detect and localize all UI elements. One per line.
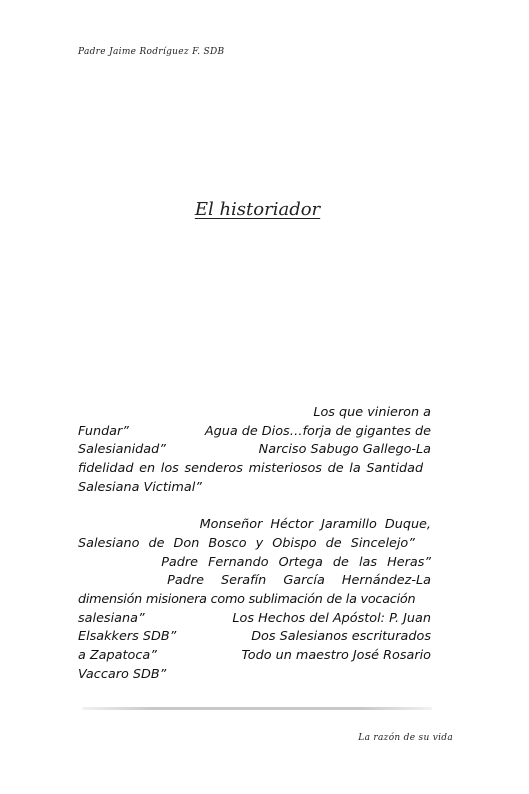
text-fragment: Narciso Sabugo Gallego-La [258,442,431,458]
text-line-15 [78,666,431,685]
text-fragment: Salesiana Victimal” [78,479,202,495]
text-fragment: Vaccaro SDB” [78,666,167,682]
text-line-8 [78,535,431,554]
text-line-11 [78,591,431,610]
text-fragment: a Zapatoca” [78,647,157,663]
text-fragment: Los que vinieron a [313,405,431,420]
chapter-title [0,199,529,220]
text-fragment: Salesianidad” [78,442,166,458]
text-fragment: Elsakkers SDB” [78,629,177,645]
chapter-title-text: El historiador [194,199,321,220]
text-line-9 [78,554,431,573]
text-fragment: salesiana” [78,610,145,626]
text-fragment: Agua de Dios…forja de gigantes de [204,423,431,439]
text-fragment: Los Hechos del Apóstol: P. Juan [232,610,431,626]
running-foot: La razón de su vida [358,733,453,743]
text-fragment: Salesiano de Don Bosco y Obispo de Sincelejo” [78,535,415,551]
text-fragment: Dos Salesianos escriturados [251,629,431,645]
text-line-3 [78,441,431,460]
body-text [78,404,431,684]
text-line-7 [78,516,431,535]
text-line-5 [78,479,431,498]
footer-divider [82,707,432,710]
text-fragment: Padre Serafín García Hernández-La [167,573,431,589]
text-fragment: Monseñor Héctor Jaramillo Duque, [199,517,431,533]
text-line-10 [78,572,431,591]
text-fragment: Todo un maestro José Rosario [241,647,431,663]
text-line-2 [78,423,431,442]
text-fragment: dimensión misionera como sublimación de la vocación [78,591,416,607]
text-line-14 [78,647,431,666]
text-line-13 [78,628,431,647]
paragraph-gap [78,497,431,516]
text-line-1 [78,404,431,423]
text-fragment: Padre Fernando Ortega de las Heras” [161,554,431,570]
text-line-4 [78,460,431,479]
running-head: Padre Jaime Rodríguez F. SDB [78,47,225,57]
text-fragment: fidelidad en los senderos misteriosos de la Santidad [78,461,424,477]
text-line-12 [78,610,431,629]
text-fragment: Fundar” [78,423,129,439]
